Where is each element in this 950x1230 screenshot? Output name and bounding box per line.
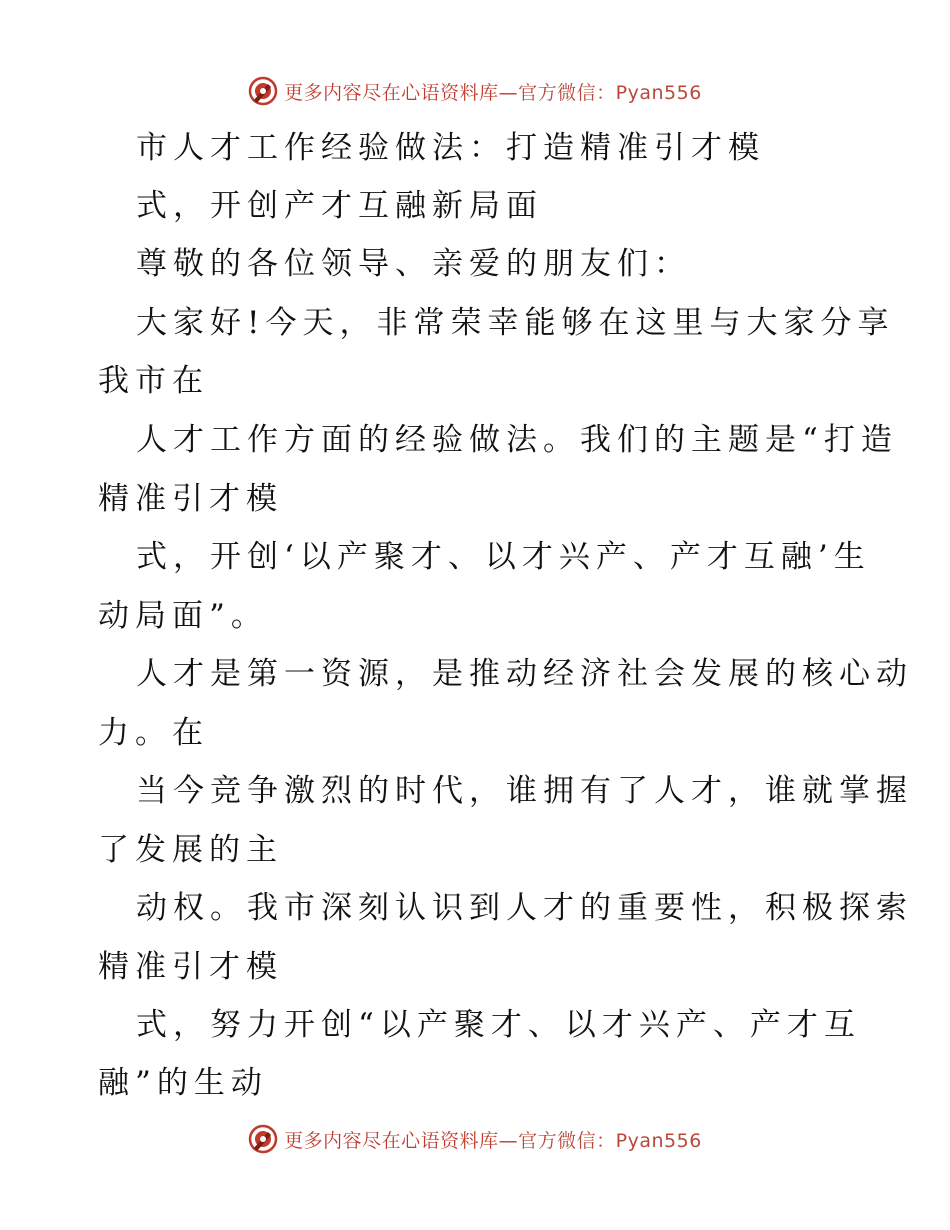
pen-logo-icon — [248, 1124, 278, 1154]
doc-line: 当今竞争激烈的时代，谁拥有了人才，谁就掌握 — [136, 773, 913, 809]
watermark-wechat: 官方微信：Pyan556 — [518, 1129, 702, 1152]
doc-line: 了发展的主 — [98, 832, 283, 868]
pen-logo-icon — [248, 76, 278, 106]
watermark-title: 更多内容尽在心语资料库 — [284, 81, 499, 104]
doc-line: 精准引才模 — [98, 949, 283, 985]
doc-line: 式，开创产才互融新局面 — [136, 188, 543, 224]
watermark-text — [284, 78, 702, 105]
watermark-wechat: 官方微信：Pyan556 — [518, 81, 702, 104]
watermark-banner-bottom — [0, 1122, 950, 1156]
doc-line: 人才工作方面的经验做法。我们的主题是“打造 — [136, 422, 898, 458]
doc-line: 动权。我市深刻认识到人才的重要性，积极探索 — [136, 890, 913, 926]
doc-line: 式，努力开创“以产聚才、以才兴产、产才互 — [136, 1007, 861, 1043]
watermark-dash: — — [498, 1129, 519, 1152]
doc-line: 市人才工作经验做法：打造精准引才模 — [136, 130, 765, 166]
doc-line: 我市在 — [98, 363, 209, 399]
doc-line: 力。在 — [98, 715, 209, 751]
doc-line: 尊敬的各位领导、亲爱的朋友们： — [136, 246, 691, 282]
watermark-dash: — — [498, 81, 519, 104]
doc-line: 融”的生动 — [98, 1065, 268, 1101]
doc-line: 大家好!今天，非常荣幸能够在这里与大家分享 — [136, 305, 895, 341]
watermark-title: 更多内容尽在心语资料库 — [284, 1129, 499, 1152]
doc-line: 精准引才模 — [98, 481, 283, 517]
doc-line: 式，开创‘以产聚才、以才兴产、产才互融’生 — [136, 539, 871, 575]
watermark-banner-top — [0, 74, 950, 108]
doc-line: 动局面”。 — [98, 598, 268, 634]
doc-line: 人才是第一资源，是推动经济社会发展的核心动 — [136, 656, 913, 692]
watermark-text — [284, 1126, 702, 1153]
